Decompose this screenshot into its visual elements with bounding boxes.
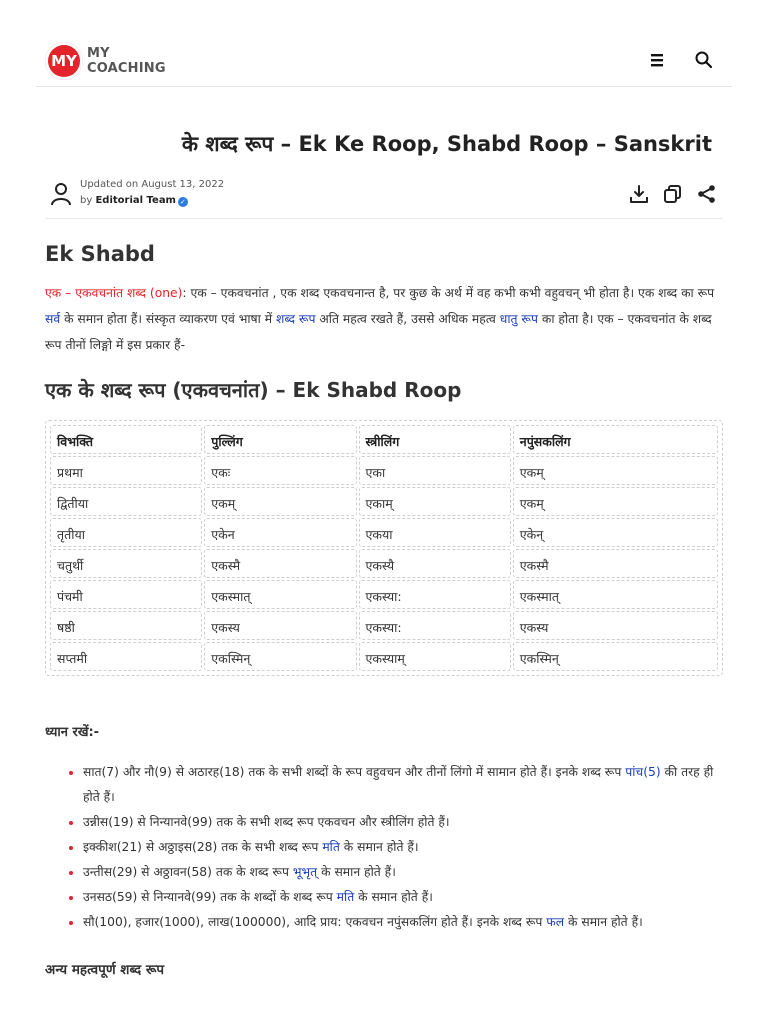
logo-line-2: COACHING: [87, 61, 166, 76]
table-cell: पंचमी: [50, 580, 202, 609]
table-cell: द्वितीया: [50, 487, 202, 516]
section-heading: Ek Shabd: [45, 242, 155, 266]
table-cell: एकस्यै: [359, 549, 511, 578]
note-text: उन्नीस(19) से निन्यानवे(99) तक के सभी शब्द रूप एकवचन और स्त्रीलिंग होते हैं।: [83, 815, 450, 829]
copy-icon[interactable]: [662, 183, 684, 205]
link-dhatu-roop[interactable]: धातु रूप: [499, 312, 538, 326]
note-text: के समान होते हैं।: [354, 890, 433, 904]
share-icon[interactable]: [696, 183, 718, 205]
intro-red-label: एक – एकवचनांत शब्द (one): [45, 286, 183, 300]
table-row: [50, 642, 718, 671]
table-cell: एकस्मात्: [204, 580, 356, 609]
table-cell: एकेन: [204, 518, 356, 547]
verified-icon: ✓: [178, 197, 188, 207]
note-text: की तरह ही होते हैं।: [83, 765, 714, 804]
logo-text: [87, 46, 166, 76]
notes-title: ध्यान रखें:-: [45, 725, 100, 740]
by-prefix: by: [80, 195, 93, 206]
link-bhubhrit[interactable]: भूभृत्: [292, 865, 318, 879]
table-row: [50, 580, 718, 609]
list-item: [83, 810, 725, 835]
table-row: [50, 611, 718, 640]
updated-date: Updated on August 13, 2022: [80, 179, 225, 190]
table-cell: एकस्मिन्: [513, 642, 718, 671]
link-mati-2[interactable]: मति: [336, 890, 355, 904]
table-cell: एकम्: [513, 456, 718, 485]
user-icon: [50, 182, 72, 206]
table-cell: एकस्मै: [204, 549, 356, 578]
logo-badge: MY: [45, 42, 83, 80]
table-row: [50, 487, 718, 516]
intro-text-1: : एक – एकवचनांत , एक शब्द एकवचनान्त है, पर कुछ के अर्थ में वह कभी कभी वहुवचन् भी होता है। एक शब्द का रूप: [182, 286, 715, 300]
table-cell: एकस्मिन्: [204, 642, 356, 671]
table-cell: एकम्: [204, 487, 356, 516]
list-item: [83, 910, 725, 935]
link-panch[interactable]: पांच(5): [625, 765, 661, 779]
table-cell: एकस्मात्: [513, 580, 718, 609]
table-cell: एकस्य: [513, 611, 718, 640]
intro-text-2: के समान होता हैं। संस्कृत व्याकरण एवं भाषा में: [60, 312, 277, 326]
note-text: सौ(100), हजार(1000), लाख(100000), आदि प्राय: एकवचन नपुंसकलिंग होते हैं। इनके शब्द रूप: [83, 915, 547, 929]
table-cell: षष्ठी: [50, 611, 202, 640]
table-cell: एकस्या:: [359, 580, 511, 609]
header-pulling: पुल्लिंग: [204, 425, 356, 454]
table-cell: एकस्या:: [359, 611, 511, 640]
site-header: [36, 30, 732, 87]
list-item: [83, 885, 725, 910]
header-striling: स्त्रीलिंग: [359, 425, 511, 454]
note-text: के समान होते हैं।: [317, 865, 396, 879]
shabd-roop-table: [48, 423, 720, 673]
link-phal[interactable]: फल: [546, 915, 565, 929]
site-logo[interactable]: [45, 42, 166, 80]
logo-line-1: MY: [87, 46, 110, 61]
download-icon[interactable]: [628, 183, 650, 205]
notes-list: [45, 760, 725, 935]
intro-text-3: अति महत्व रखते हैं, उससे अधिक महत्व: [315, 312, 500, 326]
link-sarva[interactable]: सर्व: [45, 312, 61, 326]
table-cell: चतुर्थी: [50, 549, 202, 578]
hamburger-menu-icon[interactable]: [647, 50, 667, 70]
table-row: [50, 456, 718, 485]
intro-text-4: का होता है। एक – एकवचनांत के शब्द रूप तीनों लिङ्गो में इस प्रकार हैं-: [45, 312, 712, 352]
table-cell: एकाम्: [359, 487, 511, 516]
table-cell: सप्तमी: [50, 642, 202, 671]
note-text: उनसठ(59) से निन्यानवे(99) तक के शब्दों के शब्द रूप: [83, 890, 337, 904]
intro-paragraph: [45, 280, 725, 358]
table-cell: एका: [359, 456, 511, 485]
table-cell: प्रथमा: [50, 456, 202, 485]
table-row: [50, 518, 718, 547]
table-cell: एकेन्: [513, 518, 718, 547]
shabd-roop-table-wrapper: [45, 420, 723, 676]
link-mati[interactable]: मति: [322, 840, 340, 854]
author-line: [80, 195, 188, 207]
note-text: उन्तीस(29) से अठ्ठावन(58) तक के शब्द रूप: [83, 865, 293, 879]
header-napunsakling: नपुंसकलिंग: [513, 425, 718, 454]
list-item: [83, 760, 725, 810]
list-item: [83, 835, 725, 860]
note-text: इक्कीश(21) से अठ्ठाइस(28) तक के सभी शब्द रूप: [83, 840, 323, 854]
link-shabd-roop[interactable]: शब्द रूप: [276, 312, 316, 326]
author-name[interactable]: Editorial Team: [95, 195, 176, 206]
note-text: के समान होते हैं।: [339, 840, 419, 854]
table-cell: तृतीया: [50, 518, 202, 547]
page-title: के शब्द रूप – Ek Ke Roop, Shabd Roop – Sanskrit: [181, 132, 712, 156]
more-heading: अन्य महत्वपूर्ण शब्द रूप: [45, 962, 164, 978]
table-header-row: [50, 425, 718, 454]
header-vibhakti: विभक्ति: [50, 425, 202, 454]
table-cell: एकः: [204, 456, 356, 485]
list-item: [83, 860, 725, 885]
table-cell: एकम्: [513, 487, 718, 516]
table-cell: एकस्य: [204, 611, 356, 640]
table-cell: एकया: [359, 518, 511, 547]
note-text: सात(7) और नौ(9) से अठारह(18) तक के सभी शब्दों के रूप वहुवचन और तीनों लिंगो में सामान होते हैं। इनके शब्द रूप: [83, 765, 626, 779]
table-cell: एकस्याम्: [359, 642, 511, 671]
table-row: [50, 549, 718, 578]
article-meta: [46, 178, 722, 219]
table-cell: एकस्मै: [513, 549, 718, 578]
table-heading: एक के शब्द रूप (एकवचनांत) – Ek Shabd Roop: [45, 378, 462, 402]
note-text: के समान होते हैं।: [564, 915, 643, 929]
search-icon[interactable]: [694, 50, 714, 70]
